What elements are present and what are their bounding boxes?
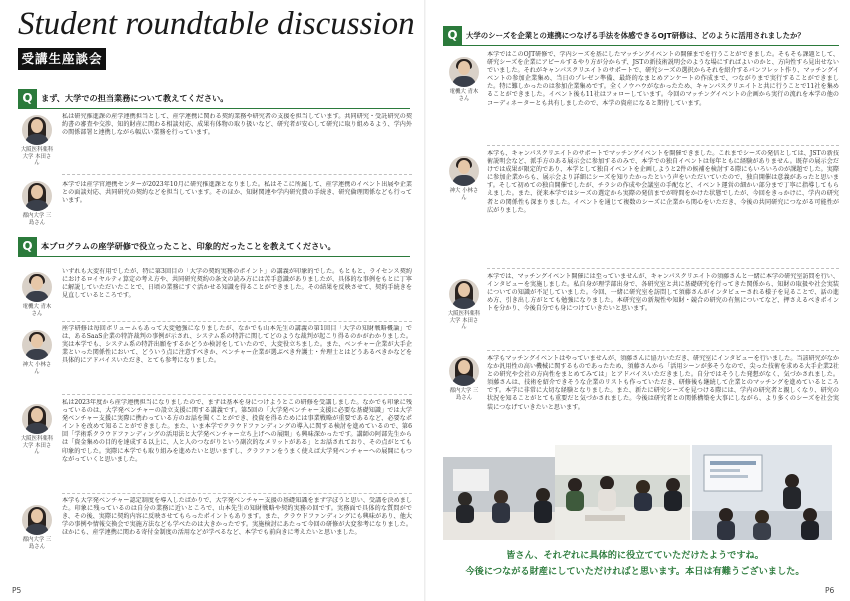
question-text: 大学のシーズを企業との連携につなげる手法を体感できるOJT研修は、どのように活用されましたか？ — [466, 31, 805, 40]
speaker-label: 都内大学 三島さん — [22, 537, 52, 550]
answer-text: 私は2023年度から産学連携担当になりましたので、まずは基本を身につけようとこの研修を受講しました。なかでも印象に残っているのは、大学発ベンチャーの設立支援に関する講義です。第5回の「大学発ベンチャー支援に必要な基礎知識」では大学発ベンチャー支援に実際に携わっている方のお話を聞くことができ、投資を得るためには事業戦略が重要であるなど、必要なポイントを改めて知ることができました。また、いま本学でクラウドファンディングの導入に関する検討を進めているので、第6回「学術系クラウドファンディングの活用法と大学発ベンチャー立ち上げへの展開」も興味深かったです。講師の阿部先生からは「資金集めの目的を達成する以上に、人と人のつながりという副次的なメリットがある」とお話されており、その点がとても印象的でした。実際に本学でも取り組みを進めたいと思いますし、クラファンをうまく使えば大学発ベンチャーへの展開にもつながっていくと思いました。 — [62, 399, 412, 463]
divider — [62, 493, 412, 494]
speaker-label: 大阪医科薬科大学 本田さん — [20, 436, 54, 456]
avatar — [22, 404, 52, 434]
avatar — [22, 115, 52, 145]
answer-text: 本学もマッチングイベントはやっていませんが、須藤さんに協力いただき、研究室にインタビューを行いました。当該研究がなかなか汎用性の高い機械に関するものであったため、須藤さんから「活用シーンが多そうなので、尖った技術を求める大手企業2社との研究や会社の方向性をまとめてみては」とアドバイスいただきました。自分ではそうした発想がなく、気づかされました。須藤さんは、技術を紹介できそうな企業のリストも作っていただき、研修後も継続して企業とのマッチングを進めているところです。本学に非常に大切な経験となりました。また、新たに研究シーズを見つける際には、学内の研究者と親しくなり、研究の状況を知ることがとても重要だと気づかされました。今後は研究者との関係構築を大事にしながら、より多くのシーズを社会実装につなげていきたいと思います。 — [487, 355, 839, 411]
speaker-label: 電機大 青木さん — [449, 89, 479, 102]
page-number: P6 — [825, 586, 835, 595]
question-text: まず、大学での担当業務について教えてください。 — [41, 93, 229, 103]
speaker-label: 都内大学 三島さん — [22, 213, 52, 226]
avatar — [449, 57, 479, 87]
answer-text: 本学では、マッチングイベント開催には至っていませんが、キャンパスクリエイトの須藤さんと一緒に本学の研究室訪問を行い、インタビューを実施しました。私自身が理学部出身で、各研究室と共に基礎研究を行ってきた関係から、知財の取扱や社会実装についての知識が不足していました。今回、一緒に研究室を訪問して須藤さんがインタビューされる様子を見ることで、話の進め方、引き出し方がとても勉強になりました。本研究室の新規性や知財・競合の研究の有無についてなど、押さえるべきポイントを分かり、今後自分でも身につけていきたいと思います。 — [487, 273, 839, 313]
q-mark: Q — [22, 239, 33, 253]
answer-text: 本学も、キャンパスクリエイトのサポートでマッチングイベントを開催できました。これまでシーズの発信としては、JSTの新技術説明会など、派手方のある展示会に参加するのみで、本学での独自イベントは毎年ともに経験がありません。既存の展示会だけでは成果が限定的であり、本学として独自イベントを企画しようと2件の候補を検討する際にもいろいろのが課題でした。実際に参加企業からも、展示会より詳細にシーズを知りたかったという声をいただいていたので、独自開催は意義があったと思います。そして初めての独自開催でしたが、チラシの作成や会議室の手配など、イベント運営の細かい部分まで丁寧に指導してもらえました。また、従来本学ではシーズの選定から実際の発信までが時間をかけた状態でしたが、今回をきっかけに、学内の研究者との関係性も深まりました。イベントを通じて複数のシーズに企業から関心をいただき、今後の共同研究につながる可能性が広がりました。 — [487, 150, 839, 214]
question-bar-3 — [443, 26, 839, 45]
divider — [487, 145, 839, 146]
question-bar-1 — [18, 89, 410, 108]
page-title: Student roundtable discussion — [18, 6, 415, 42]
speaker-label: 神大 小林さん — [449, 188, 479, 201]
speaker-label: 都内大学 三島さん — [449, 388, 479, 401]
question-text: 本プログラムの座学研修で役立ったこと、印象的だったことを教えてください。 — [41, 241, 336, 251]
answer-text: 本学も大学発ベンチャー認定制度を導入したばかりで、大学発ベンチャー支援の基礎知識をまず学ぼうと思い、受講を決めました。印象に残っているのは自分の業務に近いところで、山本先生の知財戦略や契約実務の回です。実務面で具体的な質問ができ、その後、実際に契約内容に反映させてもらったポイントもあります。また、クラウドファンディングにも興味があり、他大学の事例や情報交換会で実施方法なども学べたのは大きかったです。実施検討にあたって今回の研修が大変参考になりました。ほかにも、産学連携に関わる寄付金制度の活用などが学べるなど、本学でも前向きに考えたいと思いました。 — [62, 497, 412, 537]
divider — [487, 268, 839, 269]
avatar — [22, 505, 52, 535]
avatar — [449, 279, 479, 309]
avatar — [449, 356, 479, 386]
q-mark: Q — [447, 28, 458, 42]
q-mark: Q — [22, 91, 33, 105]
speaker-label: 神大 小林さん — [22, 362, 52, 375]
page-number: P5 — [12, 586, 22, 595]
avatar — [22, 272, 52, 302]
closing-caption-line-1: 皆さん、それぞれに具体的に役立てていただけたようですね。 — [506, 550, 764, 561]
divider — [487, 350, 839, 351]
answer-text: 座学研修は毎回ボリュームもあって大変勉強になりましたが、なかでも山本先生の講義の第1回目「大学の知財戦略概論」では、あるSaaS企業の特許裁判の事例が示され、システム系の特許に関してどのような裁判が起こり得るのかがわかりました。実は本学でも、システム系の特許出願をするかどうか検討をしていたので、大変役立ちました。また、ベンチャー企業が大手企業といった関係性において、どういう点に注意すべきか、ベンチャー企業が選ぶべき弁護士・弁理士とはどうあるべきかなどを具体的にアドバイスいただき、とても参考になりました。 — [62, 325, 412, 365]
divider — [18, 256, 410, 257]
presentation-photo-illustration — [692, 445, 832, 540]
meeting-photo — [555, 445, 690, 540]
avatar — [22, 330, 52, 360]
question-bar-2 — [18, 237, 410, 256]
answer-text: 本学では産学官連携センターが2023年10月に研究推進課となりました。私はそこに所属して、産学連携のイベント出展や企業との面談対応、共同研究の契約などを担当しています。そのほか、知財関連や学内研究費の手続き、研究倫理関係なども行っています。 — [62, 181, 412, 205]
subtitle-badge: 受講生座談会 — [18, 48, 106, 70]
answer-text: 本学ではこのOJT研修で、学内シーズを基にしたマッチングイベントの開催までを行うことができました。そもそも課題として、研究シーズを企業にアピールするやり方が分からず、JSTの新技術説明会のような場にすればよいのかと、方向性すら見出せないでいました。それがキャンパスクリエイトのサポートで、研究シーズの選択からそれを紹介するパンフレット作り、マッチングイベントの参加企業集め、当日のプレゼン準備、最終的なまとめアンケートの作成まで、つながりまで実行することができました。特に難しかったのは参加企業集めです。全くノウハウがなかったため、キャンパスクリエイトと共に行うことで11社を集めることができました。イベント後も11社はフォローしています。今回のマッチングイベントの企画から実行の流れを本学の他のコーディネーターとも共有しましたので、本学の資産になると期待しています。 — [487, 51, 839, 107]
divider — [18, 108, 410, 109]
answer-text: いずれも大変有用でしたが、特に第3回目の「大学の契約実務のポイント」の講義が印象的でした。もともと、ライセンス契約におけるロイヤルティ算定の考え方や、共同研究契約の条文の読み方には苦手意識がありましたが、具体的な事例をもとに丁寧に解説していただいたことで、日頃の業務にすぐ活かせる知識を得ることができました。その結果を反映させて、契約手続きを見直しているところです。 — [62, 268, 412, 300]
meeting-photo-illustration — [555, 445, 690, 540]
presentation-photo — [692, 445, 832, 540]
answer-text: 私は研究推進課の産学連携担当として、産学連携に関わる契約業務や研究者の支援を担当しています。共同研究・受託研究の契約書の審査や交渉、知的財産に関わる相談対応、成果有体物の取り扱いなど、研究者が安心して研究に取り組めるよう、学内外の関係部署と連携しながら幅広い業務を行っています。 — [62, 113, 412, 137]
avatar — [22, 181, 52, 211]
speaker-label: 電機大 青木さん — [22, 304, 52, 317]
divider — [62, 394, 412, 395]
divider — [62, 321, 412, 322]
speaker-label: 大阪医科薬科大学 本田さん — [20, 147, 54, 167]
avatar — [449, 156, 479, 186]
divider — [62, 174, 412, 175]
speaker-label: 大阪医科薬科大学 本田さん — [447, 311, 481, 331]
divider — [443, 45, 839, 46]
closing-caption-line-2: 今後につながる財産にしていただければと思います。本日は有難うございました。 — [465, 566, 805, 577]
